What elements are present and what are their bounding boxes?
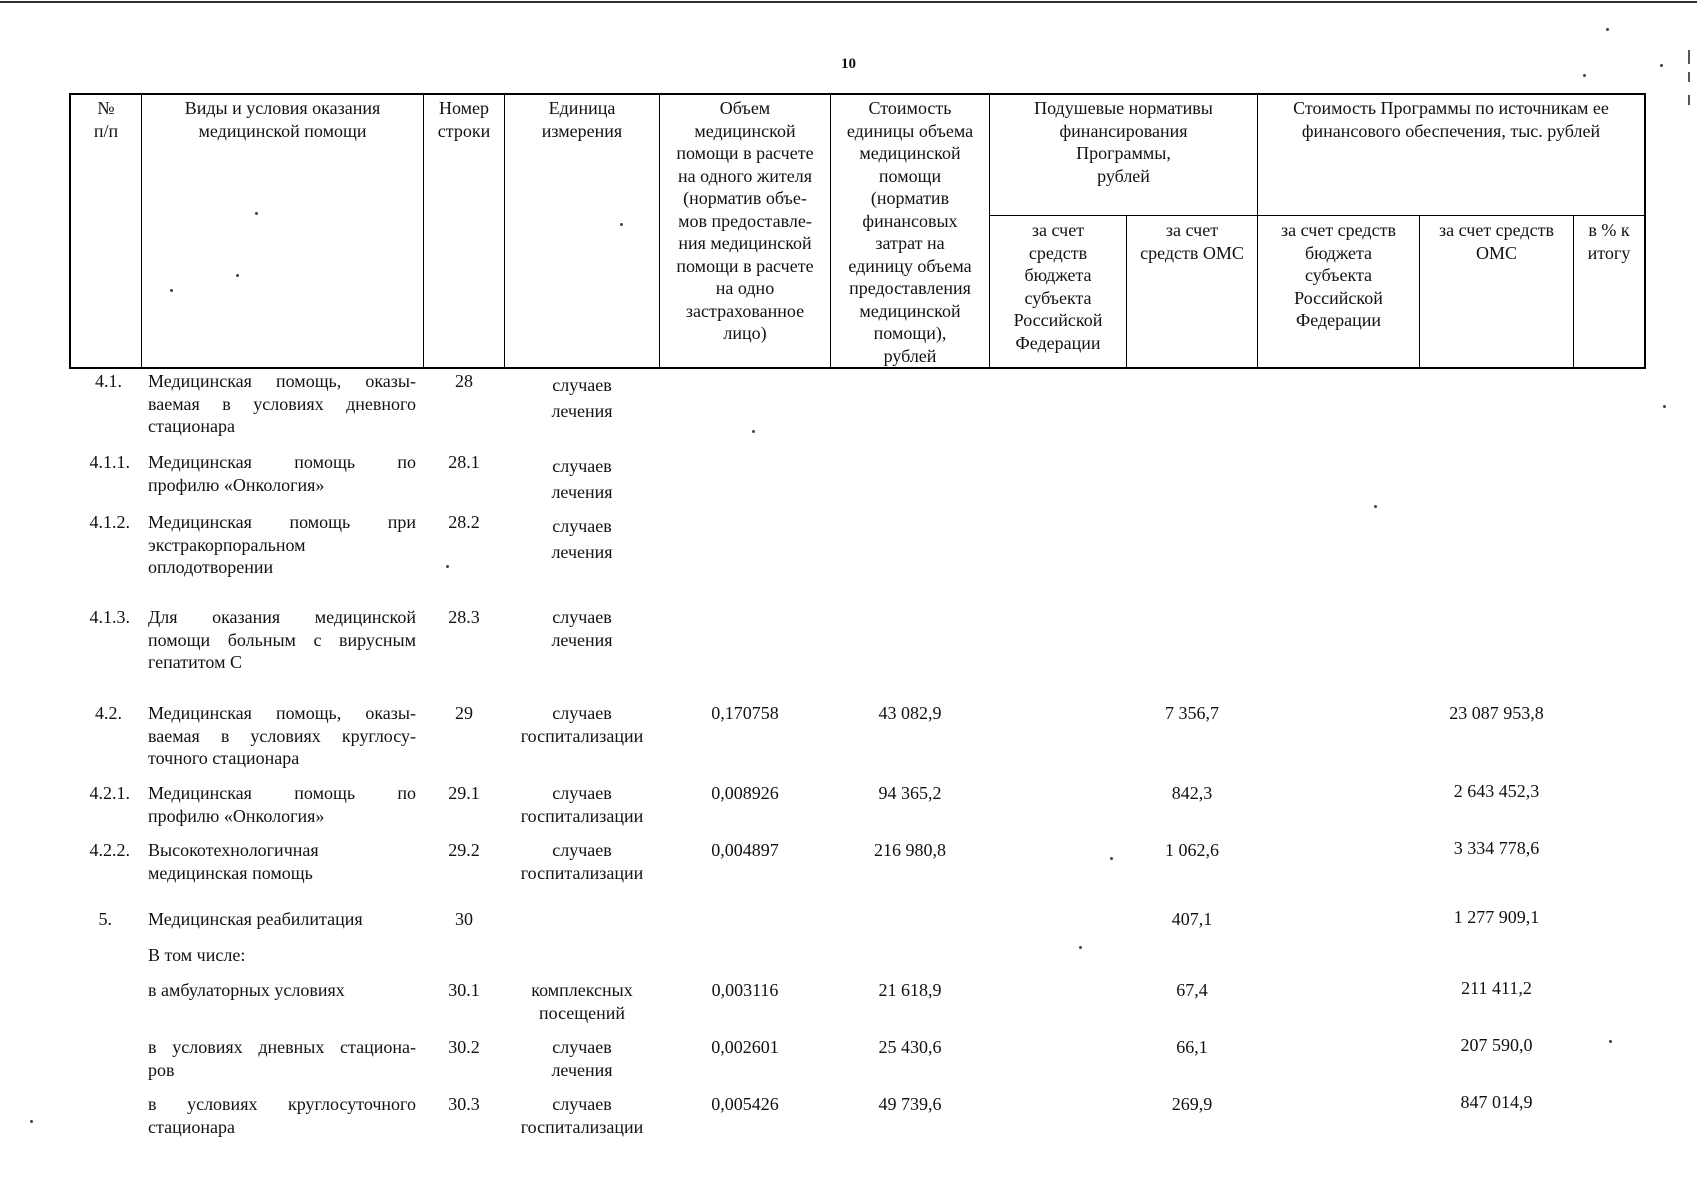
row-line-number: 30 [455,909,473,929]
row-line-number: 30.1 [448,980,480,1000]
row-line-number: 30.2 [448,1037,480,1057]
row-service-name: в условиях круглосуточного стационара [148,1094,416,1137]
top-scan-border [0,1,1697,3]
row-unit: случаев госпитализации [520,783,644,826]
header-group-program-cost: Стоимость Программы по источникам ее финансового обеспечения, тыс. рублей [1293,98,1609,141]
header-divider [989,215,1645,216]
scan-edge-mark [1688,50,1690,64]
row-per-capita-oms: 407,1 [1171,909,1213,929]
row-service-name: Высокотехнологичная медицинская помощь [148,840,319,883]
header-col-row-number: Номер строки [437,98,491,141]
header-col-percent: в % к итогу [1587,220,1631,263]
row-unit: случаев госпитализации [520,840,644,883]
row-volume: 0,005426 [711,1094,779,1114]
row-service-name: Медицинская помощь по профилю «Онкология» [148,783,416,826]
scan-speck [30,1120,33,1123]
scan-speck [1583,74,1586,77]
row-line-number: 29 [455,703,473,723]
row-service-name: Медицинская реабилитация [148,909,363,929]
row-volume: 0,003116 [711,980,779,1000]
header-col-unit-cost: Стоимость единицы объема медицинской помощи (норматив финансовых затрат на единицу объема предоставления медицинской помощи), рублей [846,98,974,366]
row-number: 5. [98,909,112,929]
row-subheading: В том числе: [148,945,246,965]
header-group-per-capita: Подушевые нормативы финансирования Программы, рублей [1034,98,1213,186]
scan-speck [1110,857,1113,860]
row-volume: 0,170758 [711,703,779,723]
row-per-capita-oms: 269,9 [1171,1094,1213,1114]
row-line-number: 29.1 [448,783,480,803]
row-line-number: 28 [455,371,473,391]
scan-speck [1079,946,1082,949]
row-unit: случаев госпитализации [520,1094,644,1137]
scan-speck [1663,405,1666,408]
row-number: 4.1.2. [89,512,130,532]
page-number: 10 [841,56,856,72]
row-unit: комплексных посещений [531,980,633,1023]
header-col-total-oms: за счет средств ОМС [1439,220,1554,263]
row-service-name: Медицинская помощь, оказы- ваемая в условиях круглосу- точного стационара [148,703,416,768]
scan-speck [1609,1040,1612,1043]
scan-speck [1374,505,1377,508]
row-unit: случаев лечения [551,375,613,421]
row-number: 4.2.2. [89,840,130,860]
header-border [69,93,1646,95]
header-col-volume: Объем медицинской помощи в расчете на одного жителя (норматив объе- мов предоставле- ния медицинской помощи в расчете на одно застрахованное лицо) [676,98,814,343]
scan-edge-mark [1688,95,1690,105]
row-number: 4.1.3. [89,607,130,627]
row-total-oms: 211 411,2 [1461,978,1532,998]
header-col-pc-oms: за счет средств ОМС [1140,220,1244,263]
row-total-oms: 3 334 778,6 [1453,838,1540,858]
row-line-number: 30.3 [448,1094,480,1114]
row-unit-cost: 21 618,9 [878,980,942,1000]
header-col-unit: Единица измерения [541,98,623,141]
row-unit: случаев госпитализации [520,703,644,746]
row-service-name: Медицинская помощь, оказы- ваемая в условиях дневного стационара [148,371,416,436]
scan-speck [1606,28,1609,31]
row-volume: 0,002601 [711,1037,779,1057]
scan-speck [752,430,755,433]
row-unit: случаев лечения [551,516,613,562]
row-service-name: в условиях дневных стациона- ров [148,1037,416,1080]
row-line-number: 29.2 [448,840,480,860]
row-number: 4.2.1. [89,783,130,803]
row-line-number: 28.2 [448,512,480,532]
row-per-capita-oms: 1 062,6 [1165,840,1219,860]
row-number: 4.2. [95,703,122,723]
row-total-oms: 1 277 909,1 [1453,907,1540,927]
scan-speck [1660,64,1663,67]
row-per-capita-oms: 7 356,7 [1165,703,1219,723]
row-per-capita-oms: 842,3 [1171,783,1213,803]
row-service-name: Для оказания медицинской помощи больным с вирусным гепатитом С [148,607,416,672]
header-col-name: Виды и условия оказания медицинской помощи [184,98,381,141]
row-unit-cost: 216 980,8 [874,840,946,860]
row-number: 4.1.1. [89,452,130,472]
row-service-name: Медицинская помощь при экстракорпоральном оплодотворении [148,512,416,577]
row-unit: случаев лечения [551,456,613,502]
row-total-oms: 23 087 953,8 [1449,703,1544,723]
row-volume: 0,008926 [711,783,779,803]
row-per-capita-oms: 67,4 [1176,980,1208,1000]
row-service-name: в амбулаторных условиях [148,980,345,1000]
scan-edge-mark [1688,72,1690,82]
row-total-oms: 2 643 452,3 [1453,781,1540,801]
row-unit-cost: 25 430,6 [878,1037,942,1057]
table-header [69,93,1646,369]
header-border [69,367,1646,369]
row-unit-cost: 94 365,2 [878,783,942,803]
row-service-name: Медицинская помощь по профилю «Онкология» [148,452,416,495]
row-total-oms: 847 014,9 [1460,1092,1533,1112]
header-col-total-budget: за счет средств бюджета субъекта Российской Федерации [1281,220,1396,330]
row-number: 4.1. [95,371,122,391]
row-unit-cost: 49 739,6 [878,1094,942,1114]
header-col-pc-budget: за счет средств бюджета субъекта Российской Федерации [1013,220,1103,353]
row-unit: случаев лечения [551,1037,613,1080]
header-col-number: № п/п [93,98,119,141]
row-unit: случаев лечения [551,607,613,650]
row-line-number: 28.1 [448,452,480,472]
row-per-capita-oms: 66,1 [1176,1037,1208,1057]
scan-speck [446,565,449,568]
row-line-number: 28.3 [448,607,480,627]
row-volume: 0,004897 [711,840,779,860]
row-unit-cost: 43 082,9 [878,703,942,723]
header-border [1644,93,1646,369]
row-total-oms: 207 590,0 [1460,1035,1533,1055]
